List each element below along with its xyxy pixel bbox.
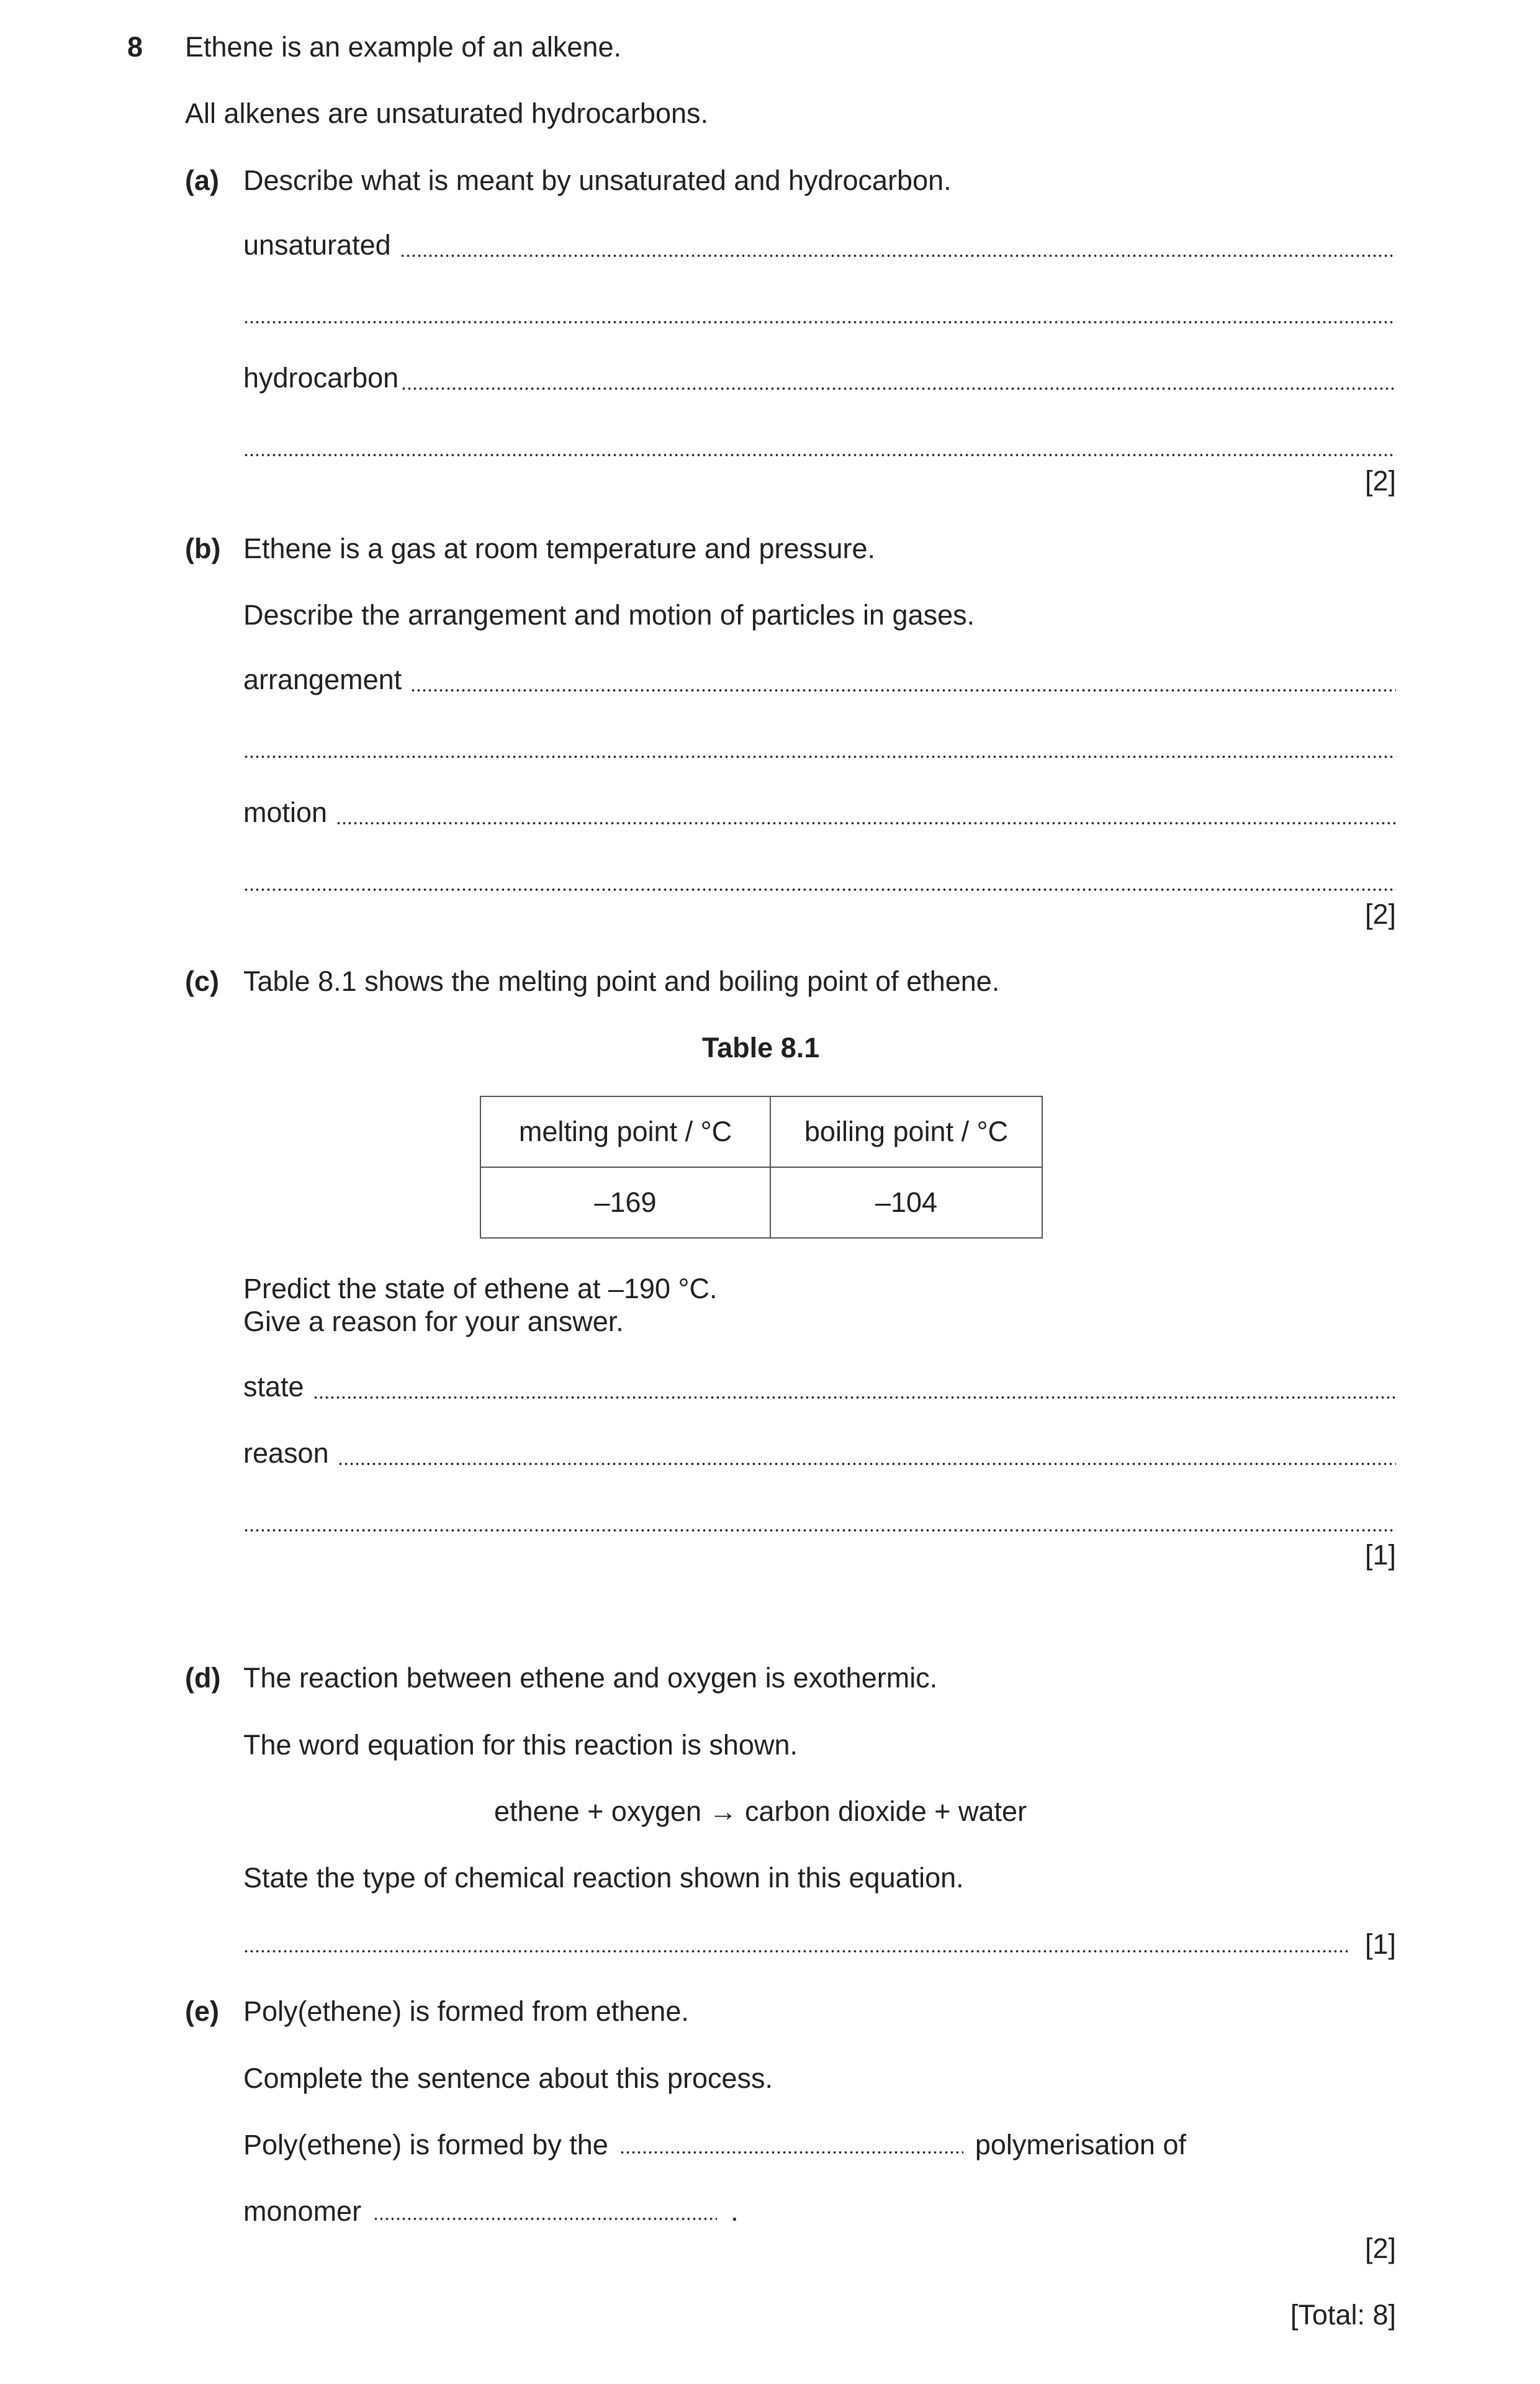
- part-e-statement: Poly(ethene) is formed from ethene.: [243, 1995, 689, 2027]
- part-d-statement: The reaction between ethene and oxygen is exothermic.: [243, 1662, 938, 1694]
- dotted-line: [243, 453, 1396, 457]
- answer-label-arrangement: arrangement: [243, 664, 402, 695]
- part-e-sentence-line-1: [243, 2131, 1186, 2159]
- dotted-line: [243, 1528, 1396, 1532]
- part-a-label: (a): [185, 165, 219, 196]
- part-e-label: (e): [185, 1995, 219, 2027]
- part-e-sentence-line-2: [243, 2197, 739, 2225]
- answer-label-motion: motion: [243, 797, 328, 828]
- intro-line-2: All alkenes are unsaturated hydrocarbons.: [185, 97, 709, 129]
- part-a-prompt: Describe what is meant by unsaturated and hydrocarbon.: [243, 165, 952, 196]
- dotted-line: [313, 1396, 1396, 1399]
- part-c-label: (c): [185, 965, 219, 997]
- answer-label-hydrocarbon: hydrocarbon: [243, 362, 399, 394]
- part-b-label: (b): [185, 533, 221, 564]
- part-c-prompt-1: Predict the state of ethene at –190 °C.: [243, 1273, 718, 1304]
- part-d-label: (d): [185, 1662, 221, 1694]
- table-cell-melting: –169: [480, 1167, 770, 1238]
- sentence-part-2: polymerisation of: [975, 2129, 1186, 2160]
- sentence-part-3: monomer: [243, 2195, 362, 2227]
- part-a-marks: [2]: [1364, 465, 1396, 497]
- data-table: [480, 1096, 1043, 1239]
- table-header-boiling: boiling point / °C: [770, 1096, 1042, 1167]
- blank-monomer-name[interactable]: [373, 2217, 717, 2221]
- answer-line-reason-2[interactable]: [243, 1504, 1396, 1536]
- part-c-statement: Table 8.1 shows the melting point and boiling point of ethene.: [243, 965, 1000, 997]
- dotted-line: [338, 1462, 1396, 1466]
- answer-line-reaction-type[interactable]: [243, 1925, 1348, 1957]
- table-header-melting: melting point / °C: [480, 1096, 770, 1167]
- answer-line-motion[interactable]: [243, 797, 1396, 829]
- sentence-end: .: [731, 2195, 739, 2227]
- part-b-marks: [2]: [1364, 898, 1396, 930]
- dotted-line: [243, 755, 1396, 759]
- part-c-prompt-2: Give a reason for your answer.: [243, 1306, 624, 1337]
- intro-line-1: Ethene is an example of an alkene.: [185, 31, 621, 63]
- answer-line-state[interactable]: [243, 1371, 1396, 1403]
- table-row: [480, 1167, 1042, 1238]
- dotted-line: [410, 689, 1396, 692]
- answer-line-hydrocarbon-2[interactable]: [243, 428, 1396, 461]
- table-header-row: [480, 1096, 1042, 1167]
- answer-line-arrangement-2[interactable]: [243, 730, 1396, 762]
- answer-line-hydrocarbon[interactable]: [243, 362, 1396, 394]
- dotted-line: [243, 888, 1396, 892]
- answer-label-state: state: [243, 1371, 304, 1402]
- dotted-line: [243, 320, 1396, 324]
- part-d-equation-intro: The word equation for this reaction is shown.: [243, 1729, 798, 1761]
- dotted-line: [400, 254, 1396, 258]
- answer-line-unsaturated-2[interactable]: [243, 296, 1396, 328]
- answer-line-arrangement[interactable]: [243, 664, 1396, 696]
- part-d-marks: [1]: [1364, 1928, 1396, 1960]
- word-equation: ethene + oxygen → carbon dioxide + water: [494, 1795, 1027, 1827]
- answer-line-reason[interactable]: [243, 1437, 1396, 1470]
- table-cell-boiling: –104: [770, 1167, 1042, 1238]
- part-e-prompt: Complete the sentence about this process.: [243, 2062, 773, 2094]
- answer-label-reason: reason: [243, 1437, 329, 1469]
- table-title: Table 8.1: [702, 1032, 820, 1063]
- part-d-prompt: State the type of chemical reaction shown in this equation.: [243, 1862, 964, 1894]
- part-b-statement: Ethene is a gas at room temperature and pressure.: [243, 533, 876, 564]
- answer-label-unsaturated: unsaturated: [243, 229, 391, 261]
- part-e-marks: [2]: [1364, 2233, 1396, 2264]
- dotted-line: [336, 821, 1396, 825]
- question-number: 8: [127, 31, 143, 63]
- part-b-prompt: Describe the arrangement and motion of particles in gases.: [243, 599, 975, 631]
- part-c-marks: [1]: [1364, 1539, 1396, 1571]
- blank-polymerisation-type[interactable]: [619, 2151, 963, 2154]
- answer-line-unsaturated[interactable]: [243, 229, 1396, 261]
- dotted-line: [243, 1949, 1348, 1953]
- dotted-line: [401, 387, 1396, 391]
- total-marks: [Total: 8]: [1290, 2299, 1396, 2331]
- sentence-part-1: Poly(ethene) is formed by the: [243, 2129, 608, 2160]
- answer-line-motion-2[interactable]: [243, 863, 1396, 895]
